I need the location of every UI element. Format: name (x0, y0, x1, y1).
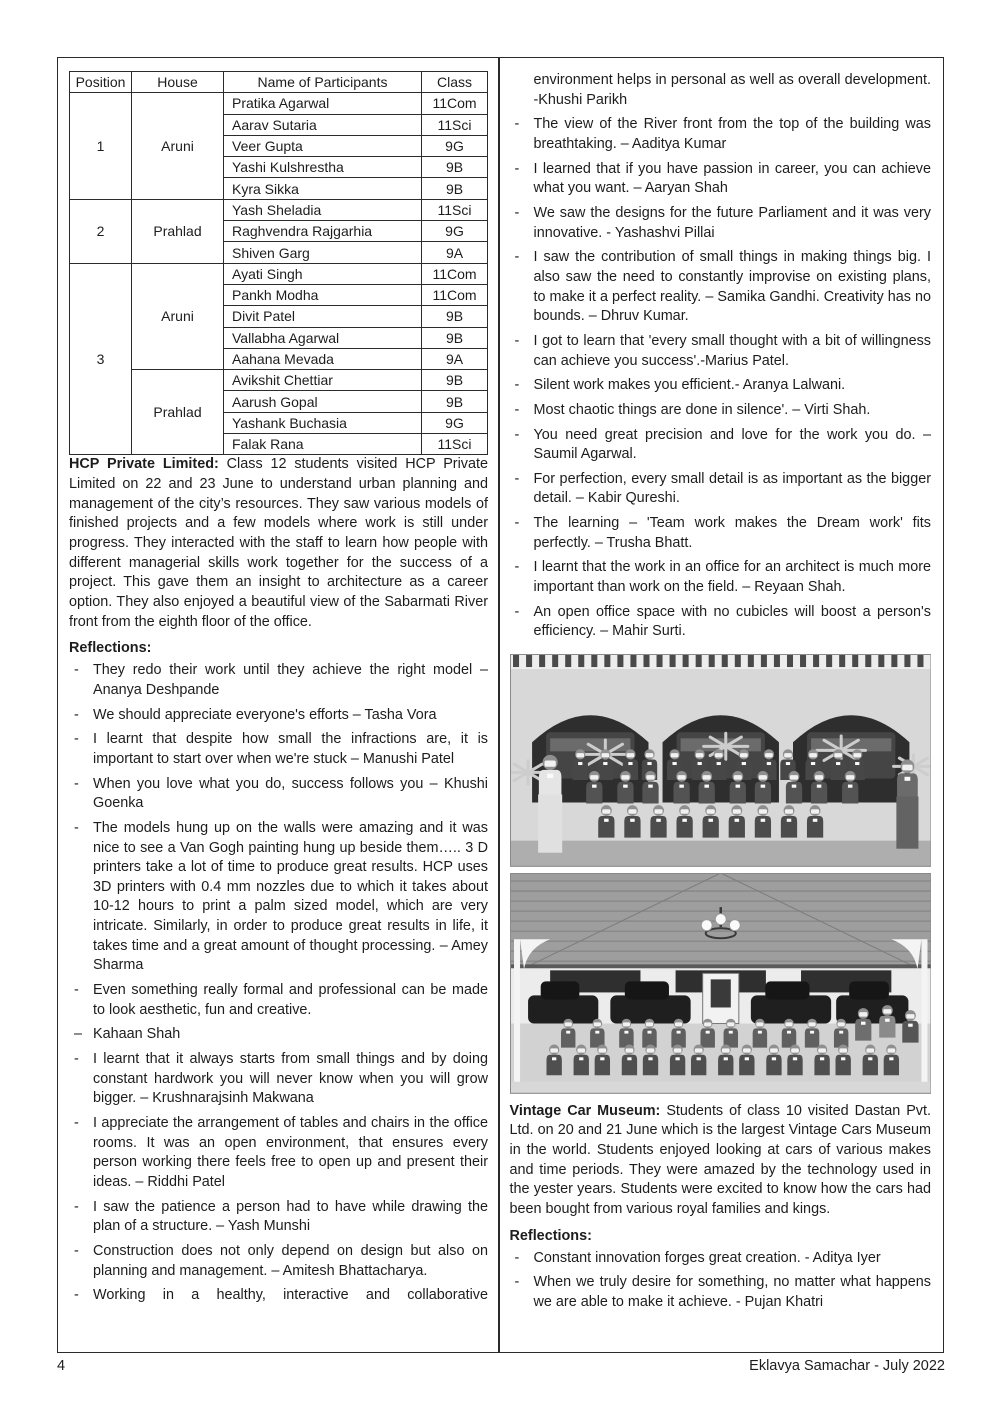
participant-name-cell: Yash Sheladia (224, 199, 422, 220)
bullet-dash: - (514, 160, 520, 177)
participant-class-cell: 9G (422, 135, 488, 156)
participant-name-cell: Avikshit Chettiar (224, 370, 422, 391)
reflection-item (510, 470, 932, 509)
participant-class-cell: 11Sci (422, 114, 488, 135)
position-cell: 1 (70, 93, 132, 199)
col-header-house: House (132, 72, 224, 93)
vintage-title: Vintage Car Museum: (509, 1102, 661, 1119)
reflection-item (510, 558, 932, 597)
reflection-item (69, 706, 488, 726)
reflection-text: When you love what you do, success follows you – Khushi Goenka (93, 775, 488, 812)
left-column (58, 58, 498, 1352)
reflection-text: We saw the designs for the future Parliament and it was very innovative. - Yashashvi Pillai (533, 204, 931, 241)
bullet-dash: - (74, 819, 79, 836)
participant-class-cell: 9G (422, 412, 488, 433)
vintage-text: Students of class 10 visited Dastan Pvt. Ltd. on 20 and 21 June which is the largest Vintage Cars Museum in the world. Students enjoyed looking at cars of various makes and time periods. They were amazed by the technology used in the yester years. Students were excited to know how the cars had been bought from various royal families and kings. (509, 1102, 931, 1217)
right-column (500, 58, 944, 1352)
bullet-dash: - (514, 1274, 520, 1291)
col-header-name: Name of Participants (224, 72, 422, 93)
table-row (70, 199, 488, 220)
participant-name-cell: Falak Rana (224, 434, 422, 455)
reflection-text: An open office space with no cubicles will boost a person's efficiency. – Mahir Surti. (533, 603, 931, 640)
bullet-dash: - (74, 1242, 79, 1259)
reflection-item (510, 115, 932, 154)
participant-name-cell: Aarush Gopal (224, 391, 422, 412)
bullet-dash: - (514, 249, 520, 266)
participant-class-cell: 9B (422, 306, 488, 327)
house-cell: Aruni (132, 93, 224, 199)
reflection-text: The view of the River front from the top of the building was breathtaking. – Aaditya Kumar (533, 116, 931, 152)
bullet-dash: - (74, 662, 79, 679)
participant-name-cell: Kyra Sikka (224, 178, 422, 199)
bullet-dash: - (514, 116, 520, 133)
participant-name-cell: Pankh Modha (224, 284, 422, 305)
reflections-list-vintage (510, 1249, 932, 1313)
house-cell: Aruni (132, 263, 224, 369)
bullet-dash: - (74, 1115, 79, 1132)
bullet-dash: - (74, 982, 79, 999)
participant-class-cell: 11Com (422, 284, 488, 305)
participant-name-cell: Raghvendra Rajgarhia (224, 221, 422, 242)
bullet-dash: - (514, 377, 520, 394)
hcp-text: Class 12 students visited HCP Private Limited on 22 and 23 June to understand urban planning and management of the city’s resources. They saw various models of finished projects and a few models where work is still under progress. They interacted with the staff to learn how people with different managerial skills work together for the success of a project. This gave them an insight to architecture as a career option. They also enjoyed a beautiful view of the Sabarmati River front from the eighth floor of the office. (69, 456, 488, 630)
reflection-item (510, 376, 932, 396)
reflection-text: I learnt that it always starts from small things and by doing constant hardwork you will never know when you will grow bigger. – Krushnarajsinh Makwana (93, 1051, 488, 1107)
vintage-paragraph (510, 1102, 932, 1220)
participant-class-cell: 9B (422, 178, 488, 199)
reflection-text: I learnt that despite how small the infractions are, it is important to start over when we're stuck – Manushi Patel (93, 731, 488, 767)
bullet-dash: - (74, 1198, 79, 1215)
reflection-item (510, 160, 932, 199)
table-row (70, 263, 488, 284)
reflection-text: The learning – 'Team work makes the Dream work' fits perfectly. – Trusha Bhatt. (533, 515, 931, 551)
bullet-dash: - (74, 1287, 79, 1304)
reflection-text: For perfection, every small detail is as important as the bigger detail. – Kabir Qureshi. (533, 470, 931, 507)
bullet-dash: - (514, 204, 520, 221)
reflection-item (69, 1242, 488, 1281)
participant-name-cell: Aahana Mevada (224, 348, 422, 369)
reflection-item (510, 514, 932, 553)
page-number: 4 (57, 1358, 66, 1374)
reflection-text: When we truly desire for something, no matter what happens we are able to make it achieve. - Pujan Khatri (533, 1274, 931, 1310)
reflection-text: Working in a healthy, interactive and collaborative (93, 1287, 488, 1304)
bullet-dash: - (514, 401, 520, 418)
house-cell: Prahlad (132, 199, 224, 263)
participant-class-cell: 9G (422, 221, 488, 242)
participant-name-cell: Ayati Singh (224, 263, 422, 284)
reflection-item (69, 730, 488, 769)
reflection-item (69, 1286, 488, 1306)
col-header-position: Position (70, 72, 132, 93)
reflection-item (69, 1114, 488, 1193)
hcp-paragraph (69, 455, 488, 632)
table-header-row (70, 72, 488, 93)
reflection-item (69, 661, 488, 700)
participant-class-cell: 9B (422, 370, 488, 391)
reflections-heading-left: Reflections: (69, 640, 152, 657)
participant-name-cell: Veer Gupta (224, 135, 422, 156)
reflection-text: I learned that if you have passion in career, you can achieve what you want. – Aaryan Shah (533, 160, 931, 197)
bullet-dash: - (74, 1051, 79, 1068)
participant-class-cell: 11Sci (422, 434, 488, 455)
participant-name-cell: Divit Patel (224, 306, 422, 327)
table-row (70, 93, 488, 114)
participants-table (69, 71, 488, 455)
reflection-text: Kahaan Shah (93, 1026, 181, 1043)
issue-label: Eklavya Samachar - July 2022 (749, 1358, 945, 1374)
hcp-title: HCP Private Limited: (69, 456, 219, 473)
participant-class-cell: 11Com (422, 263, 488, 284)
participant-class-cell: 9A (422, 348, 488, 369)
house-cell: Prahlad (132, 370, 224, 455)
reflection-item (510, 1273, 932, 1312)
reflection-text: Most chaotic things are done in silence'. – Virti Shah. (533, 401, 871, 418)
reflection-text: Constant innovation forges great creation. - Aditya Iyer (533, 1249, 881, 1266)
bullet-dash: - (514, 1249, 520, 1266)
participant-name-cell: Pratika Agarwal (224, 93, 422, 114)
bullet-dash: - (514, 515, 520, 532)
reflection-item (69, 819, 488, 976)
participant-class-cell: 9B (422, 157, 488, 178)
bullet-dash: - (74, 775, 79, 792)
reflection-item (69, 1025, 488, 1045)
reflection-item (69, 1198, 488, 1237)
reflection-text: I learnt that the work in an office for an architect is much more important than work on the field. – Reyaan Shah. (533, 559, 931, 596)
bullet-dash: - (514, 603, 520, 620)
participant-class-cell: 11Com (422, 93, 488, 114)
bullet-dash: - (514, 559, 520, 576)
reflection-text: Construction does not only depend on design but also on planning and management. – Amitesh Bhattacharya. (93, 1242, 488, 1279)
bullet-dash: - (514, 470, 520, 487)
col-header-class: Class (422, 72, 488, 93)
bullet-dash: - (74, 731, 79, 748)
participant-name-cell: Shiven Garg (224, 242, 422, 263)
reflection-item (69, 775, 488, 814)
position-cell: 3 (70, 263, 132, 455)
reflection-text: I saw the contribution of small things in making things big. I also saw the need to constantly improvise on existing plans, to make it a perfect reality. – Samika Gandhi. Creativity has no bounds. – Dhruv Kumar. (533, 249, 931, 325)
bullet-dash: - (74, 706, 79, 723)
page-footer (57, 1358, 945, 1374)
reflection-text: They redo their work until they achieve the right model – Ananya Deshpande (93, 662, 488, 698)
reflection-item (510, 204, 932, 243)
reflection-continuation: environment helps in personal as well as overall development. -Khushi Parikh (533, 72, 931, 108)
reflection-item (510, 248, 932, 327)
position-cell: 2 (70, 199, 132, 263)
table-row (70, 370, 488, 391)
reflection-text: Silent work makes you efficient.- Aranya Lalwani. (533, 377, 846, 394)
reflection-text: I appreciate the arrangement of tables and chairs in the office rooms. It was an open environment, that ensures every person working there feels free to open up and present their ideas. – Riddhi Patel (93, 1115, 488, 1190)
reflection-item (510, 332, 932, 371)
reflection-item (69, 981, 488, 1020)
reflections-list-right (510, 115, 932, 642)
reflection-text: The models hung up on the walls were amazing and it was nice to see a Van Gogh painting hung up beside them….. 3 D printers take a lot of time to produce great results. HCP uses 3D printers with 0.4 mm nozzles due to which it takes about 10-12 hours to print a palm sized model, which are very intricate. Similarly, in order to produce great results in life, it takes time and a great amount of thought processing. – Amey Sharma (93, 819, 488, 974)
participant-class-cell: 9B (422, 327, 488, 348)
bullet-dash: - (514, 426, 520, 443)
bullet-dash: - (514, 332, 520, 349)
reflection-item (510, 426, 932, 465)
reflection-item (510, 603, 932, 642)
reflection-text: You need great precision and love for the work you do. – Saumil Agarwal. (533, 426, 931, 463)
participant-name-cell: Vallabha Agarwal (224, 327, 422, 348)
participant-name-cell: Aarav Sutaria (224, 114, 422, 135)
reflection-item (69, 1050, 488, 1109)
participant-name-cell: Yashi Kulshrestha (224, 157, 422, 178)
participant-class-cell: 9A (422, 242, 488, 263)
vintage-car-museum-photo (510, 873, 932, 1094)
reflection-item (510, 401, 932, 421)
reflections-list-left (69, 661, 488, 1306)
reflection-text: We should appreciate everyone's efforts – Tasha Vora (93, 706, 437, 723)
reflection-item (510, 1249, 932, 1269)
content-frame (57, 57, 944, 1353)
participants-table-body (70, 72, 488, 455)
bullet-dash: – (74, 1026, 83, 1043)
hcp-group-photo (510, 654, 932, 867)
reflection-text: Even something really formal and professional can be made to look aesthetic, fun and creative. (93, 982, 488, 1018)
participant-name-cell: Yashank Buchasia (224, 412, 422, 433)
participant-class-cell: 9B (422, 391, 488, 412)
reflections-heading-vintage: Reflections: (509, 1227, 592, 1244)
reflection-text: I saw the patience a person had to have while drawing the plan of a structure. – Yash Munshi (93, 1198, 488, 1235)
participant-class-cell: 11Sci (422, 199, 488, 220)
reflection-text: I got to learn that 'every small thought with a bit of willingness can achieve you success'.-Marius Patel. (533, 332, 931, 369)
